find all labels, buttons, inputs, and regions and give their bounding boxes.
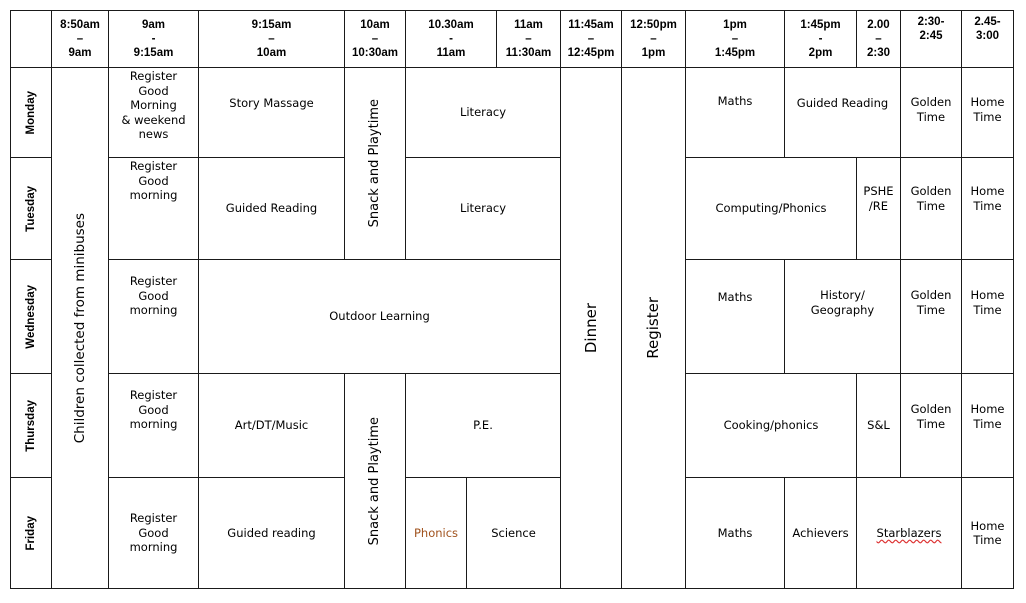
lesson-guided-reading: Guided Reading (198, 157, 345, 260)
register-afternoon-cell: Register (621, 67, 686, 589)
minibuses-cell: Children collected from minibuses (51, 67, 109, 589)
lesson-starblazers: Starblazers (856, 477, 962, 589)
home-time: Home Time (961, 157, 1014, 260)
lesson-achievers: Achievers (784, 477, 857, 589)
time-header: 9am - 9:15am (108, 10, 199, 68)
dinner-cell: Dinner (560, 67, 622, 589)
time-header: 10am – 10:30am (344, 10, 406, 68)
corner-cell (10, 10, 52, 68)
snack-playtime-cell: Snack and Playtime (344, 373, 406, 589)
lesson-literacy: Literacy (405, 67, 561, 158)
snack-playtime-cell: Snack and Playtime (344, 67, 406, 260)
home-time: Home Time (961, 477, 1014, 589)
day-label-tuesday: Tuesday (10, 157, 52, 260)
lesson-maths: Maths (685, 259, 785, 374)
lesson-science: Science (466, 477, 561, 589)
lesson-guided-reading: Guided Reading (784, 67, 901, 158)
lesson-cooking-phonics: Cooking/phonics (685, 373, 857, 478)
time-header: 11:45am – 12:45pm (560, 10, 622, 68)
day-label-thursday: Thursday (10, 373, 52, 478)
golden-time: Golden Time (900, 259, 962, 374)
register-tuesday: Register Good morning (108, 157, 199, 260)
register-friday: Register Good morning (108, 477, 199, 589)
time-header: 12:50pm – 1pm (621, 10, 686, 68)
day-label-monday: Monday (10, 67, 52, 158)
golden-time: Golden Time (900, 67, 962, 158)
lesson-history-geography: History/ Geography (784, 259, 901, 374)
lesson-s-and-l: S&L (856, 373, 901, 478)
lesson-pe: P.E. (405, 373, 561, 478)
time-header: 8:50am – 9am (51, 10, 109, 68)
lesson-maths: Maths (685, 477, 785, 589)
time-header: 2.00 – 2:30 (856, 10, 901, 68)
time-header: 2:30- 2:45 (900, 10, 962, 68)
day-label-wednesday: Wednesday (10, 259, 52, 374)
home-time: Home Time (961, 67, 1014, 158)
home-time: Home Time (961, 259, 1014, 374)
lesson-guided-reading: Guided reading (198, 477, 345, 589)
time-header: 10.30am - 11am (405, 10, 497, 68)
time-header: 1:45pm - 2pm (784, 10, 857, 68)
golden-time: Golden Time (900, 157, 962, 260)
lesson-literacy: Literacy (405, 157, 561, 260)
lesson-pshe-re: PSHE /RE (856, 157, 901, 260)
golden-time: Golden Time (900, 373, 962, 478)
register-monday: Register Good Morning & weekend news (108, 67, 199, 158)
register-thursday: Register Good morning (108, 373, 199, 478)
register-wednesday: Register Good morning (108, 259, 199, 374)
lesson-computing-phonics: Computing/Phonics (685, 157, 857, 260)
lesson-story-massage: Story Massage (198, 67, 345, 158)
lesson-art-dt-music: Art/DT/Music (198, 373, 345, 478)
lesson-maths: Maths (685, 67, 785, 158)
time-header: 1pm – 1:45pm (685, 10, 785, 68)
lesson-phonics: Phonics (405, 477, 467, 589)
day-label-friday: Friday (10, 477, 52, 589)
lesson-outdoor-learning: Outdoor Learning (198, 259, 561, 374)
time-header: 11am – 11:30am (496, 10, 561, 68)
time-header: 2.45- 3:00 (961, 10, 1014, 68)
home-time: Home Time (961, 373, 1014, 478)
time-header: 9:15am – 10am (198, 10, 345, 68)
